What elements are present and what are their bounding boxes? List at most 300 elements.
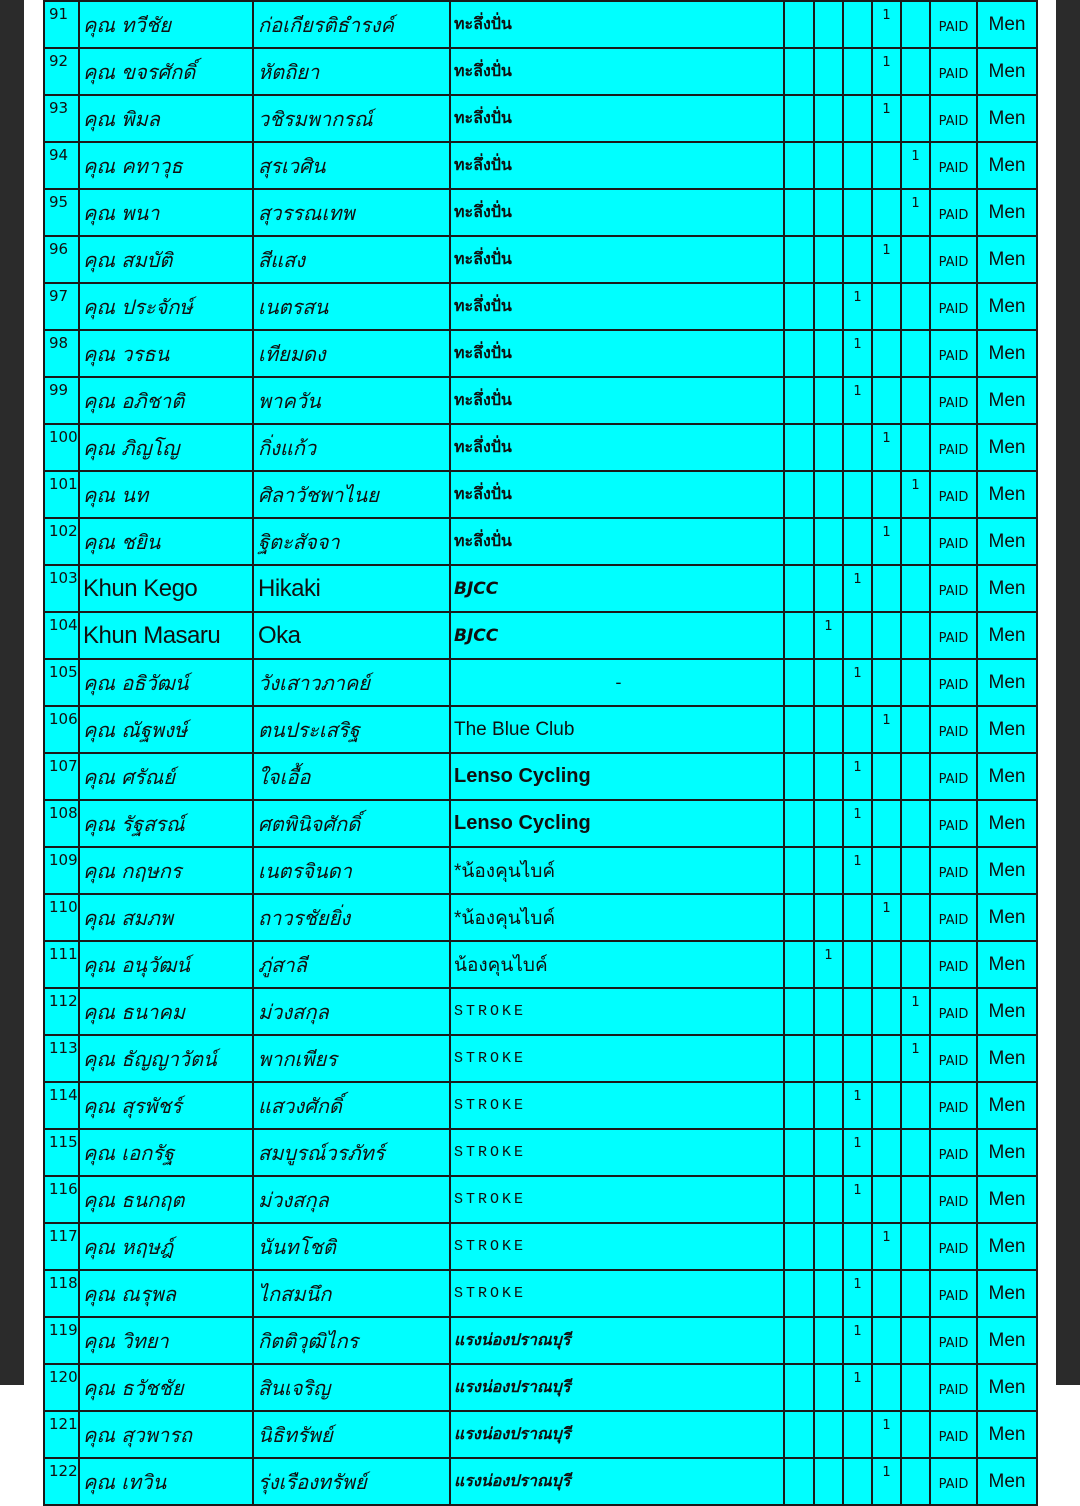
table-row bbox=[44, 1270, 1037, 1317]
category-cell-1 bbox=[814, 518, 843, 565]
first-name: คุณ วิทยา bbox=[79, 1317, 253, 1364]
table-row bbox=[44, 988, 1037, 1035]
payment-status: PAID bbox=[930, 236, 977, 283]
category-cell-0 bbox=[784, 753, 814, 800]
payment-status: PAID bbox=[930, 424, 977, 471]
gender-cell: Men bbox=[977, 659, 1037, 706]
last-name: พากเพียร bbox=[253, 1035, 450, 1082]
last-name: วชิรมพากรณ์ bbox=[253, 95, 450, 142]
table-row bbox=[44, 424, 1037, 471]
payment-status: PAID bbox=[930, 1317, 977, 1364]
last-name: นันทโชติ bbox=[253, 1223, 450, 1270]
category-cell-1 bbox=[814, 1129, 843, 1176]
row-number: 115 bbox=[44, 1129, 79, 1176]
row-number: 93 bbox=[44, 95, 79, 142]
payment-status: PAID bbox=[930, 1082, 977, 1129]
category-cell-4 bbox=[901, 95, 930, 142]
category-cell-0 bbox=[784, 800, 814, 847]
category-cell-2 bbox=[843, 95, 872, 142]
category-cell-3 bbox=[872, 283, 901, 330]
payment-status: PAID bbox=[930, 518, 977, 565]
payment-status: PAID bbox=[930, 847, 977, 894]
category-cell-1 bbox=[814, 800, 843, 847]
category-cell-1 bbox=[814, 1364, 843, 1411]
first-name: คุณ เอกรัฐ bbox=[79, 1129, 253, 1176]
row-number: 112 bbox=[44, 988, 79, 1035]
registration-table bbox=[43, 0, 1038, 1506]
first-name: คุณ กฤษกร bbox=[79, 847, 253, 894]
gender-cell: Men bbox=[977, 1270, 1037, 1317]
club-name: ทะลึ่งปั่น bbox=[450, 377, 784, 424]
category-cell-4 bbox=[901, 236, 930, 283]
category-cell-0 bbox=[784, 1364, 814, 1411]
category-cell-0 bbox=[784, 565, 814, 612]
category-cell-0 bbox=[784, 659, 814, 706]
row-number: 102 bbox=[44, 518, 79, 565]
payment-status: PAID bbox=[930, 706, 977, 753]
category-cell-4 bbox=[901, 1082, 930, 1129]
category-cell-4 bbox=[901, 1411, 930, 1458]
category-cell-1 bbox=[814, 330, 843, 377]
table-row bbox=[44, 1, 1037, 48]
category-cell-3 bbox=[872, 1082, 901, 1129]
category-cell-4 bbox=[901, 1317, 930, 1364]
category-cell-2: 1 bbox=[843, 847, 872, 894]
first-name: คุณ ธัญญาวัตน์ bbox=[79, 1035, 253, 1082]
gender-cell: Men bbox=[977, 377, 1037, 424]
row-number: 98 bbox=[44, 330, 79, 377]
last-name: นิธิทรัพย์ bbox=[253, 1411, 450, 1458]
row-number: 111 bbox=[44, 941, 79, 988]
payment-status: PAID bbox=[930, 48, 977, 95]
category-cell-2 bbox=[843, 894, 872, 941]
payment-status: PAID bbox=[930, 189, 977, 236]
category-cell-1 bbox=[814, 1, 843, 48]
category-cell-0 bbox=[784, 988, 814, 1035]
category-cell-0 bbox=[784, 283, 814, 330]
category-cell-0 bbox=[784, 1317, 814, 1364]
club-name: น้องคุนไบค์ bbox=[450, 941, 784, 988]
category-cell-3: 1 bbox=[872, 236, 901, 283]
category-cell-4 bbox=[901, 518, 930, 565]
row-number: 113 bbox=[44, 1035, 79, 1082]
payment-status: PAID bbox=[930, 941, 977, 988]
category-cell-0 bbox=[784, 1176, 814, 1223]
table-row bbox=[44, 800, 1037, 847]
category-cell-2 bbox=[843, 471, 872, 518]
category-cell-3 bbox=[872, 800, 901, 847]
last-name: เนตรสน bbox=[253, 283, 450, 330]
last-name: ม่วงสกุล bbox=[253, 1176, 450, 1223]
category-cell-1 bbox=[814, 1082, 843, 1129]
table-row bbox=[44, 142, 1037, 189]
last-name: ศิลาวัชพาไนย bbox=[253, 471, 450, 518]
category-cell-3 bbox=[872, 189, 901, 236]
category-cell-0 bbox=[784, 330, 814, 377]
table-row bbox=[44, 1176, 1037, 1223]
category-cell-4 bbox=[901, 283, 930, 330]
club-name: Lenso Cycling bbox=[450, 753, 784, 800]
club-name: ทะลึ่งปั่น bbox=[450, 330, 784, 377]
gender-cell: Men bbox=[977, 1176, 1037, 1223]
last-name: สุวรรณเทพ bbox=[253, 189, 450, 236]
last-name: สมบูรณ์วรภัทร์ bbox=[253, 1129, 450, 1176]
category-cell-3 bbox=[872, 1317, 901, 1364]
gender-cell: Men bbox=[977, 471, 1037, 518]
club-name: BJCC bbox=[450, 565, 784, 612]
category-cell-2 bbox=[843, 48, 872, 95]
category-cell-3: 1 bbox=[872, 1458, 901, 1505]
row-number: 100 bbox=[44, 424, 79, 471]
category-cell-3: 1 bbox=[872, 48, 901, 95]
last-name: วังเสาวภาคย์ bbox=[253, 659, 450, 706]
table-row bbox=[44, 189, 1037, 236]
category-cell-4: 1 bbox=[901, 1035, 930, 1082]
category-cell-0 bbox=[784, 1223, 814, 1270]
category-cell-0 bbox=[784, 612, 814, 659]
category-cell-2 bbox=[843, 706, 872, 753]
last-name: พาควัน bbox=[253, 377, 450, 424]
club-name: ทะลึ่งปั่น bbox=[450, 1, 784, 48]
club-name: STROKE bbox=[450, 1270, 784, 1317]
gender-cell: Men bbox=[977, 1082, 1037, 1129]
club-name: *น้องคุนไบค์ bbox=[450, 894, 784, 941]
club-name: ทะลึ่งปั่น bbox=[450, 48, 784, 95]
category-cell-2 bbox=[843, 189, 872, 236]
category-cell-2: 1 bbox=[843, 1129, 872, 1176]
right-gutter bbox=[1056, 0, 1080, 1385]
category-cell-1 bbox=[814, 424, 843, 471]
category-cell-0 bbox=[784, 1270, 814, 1317]
table-row bbox=[44, 1458, 1037, 1505]
category-cell-1 bbox=[814, 1035, 843, 1082]
first-name: คุณ นท bbox=[79, 471, 253, 518]
club-name: แรงน่องปราณบุรี bbox=[450, 1317, 784, 1364]
club-name: STROKE bbox=[450, 1176, 784, 1223]
first-name: คุณ ธนกฤต bbox=[79, 1176, 253, 1223]
gender-cell: Men bbox=[977, 565, 1037, 612]
category-cell-4 bbox=[901, 1223, 930, 1270]
last-name: ม่วงสกุล bbox=[253, 988, 450, 1035]
payment-status: PAID bbox=[930, 1223, 977, 1270]
row-number: 107 bbox=[44, 753, 79, 800]
category-cell-3 bbox=[872, 565, 901, 612]
table-row bbox=[44, 706, 1037, 753]
category-cell-3: 1 bbox=[872, 706, 901, 753]
row-number: 117 bbox=[44, 1223, 79, 1270]
club-name: STROKE bbox=[450, 1223, 784, 1270]
first-name: คุณ ชยิน bbox=[79, 518, 253, 565]
gender-cell: Men bbox=[977, 1458, 1037, 1505]
club-name: STROKE bbox=[450, 1082, 784, 1129]
last-name: สีแสง bbox=[253, 236, 450, 283]
club-name: แรงน่องปราณบุรี bbox=[450, 1458, 784, 1505]
category-cell-2: 1 bbox=[843, 330, 872, 377]
category-cell-2: 1 bbox=[843, 659, 872, 706]
category-cell-2 bbox=[843, 1458, 872, 1505]
last-name: ไกสมนึก bbox=[253, 1270, 450, 1317]
category-cell-2: 1 bbox=[843, 283, 872, 330]
row-number: 101 bbox=[44, 471, 79, 518]
category-cell-0 bbox=[784, 95, 814, 142]
category-cell-1 bbox=[814, 753, 843, 800]
first-name: คุณ ณรุพล bbox=[79, 1270, 253, 1317]
club-name: *น้องคุนไบค์ bbox=[450, 847, 784, 894]
table-row bbox=[44, 1082, 1037, 1129]
payment-status: PAID bbox=[930, 988, 977, 1035]
category-cell-1 bbox=[814, 894, 843, 941]
category-cell-3: 1 bbox=[872, 95, 901, 142]
category-cell-2 bbox=[843, 142, 872, 189]
last-name: กิ่งแก้ว bbox=[253, 424, 450, 471]
last-name: Oka bbox=[253, 612, 450, 659]
payment-status: PAID bbox=[930, 283, 977, 330]
category-cell-0 bbox=[784, 1129, 814, 1176]
category-cell-3 bbox=[872, 330, 901, 377]
category-cell-3 bbox=[872, 377, 901, 424]
category-cell-4 bbox=[901, 753, 930, 800]
first-name: คุณ ประจักษ์ bbox=[79, 283, 253, 330]
club-name: ทะลึ่งปั่น bbox=[450, 95, 784, 142]
category-cell-3 bbox=[872, 1364, 901, 1411]
row-number: 105 bbox=[44, 659, 79, 706]
row-number: 109 bbox=[44, 847, 79, 894]
first-name: คุณ สุวพารถ bbox=[79, 1411, 253, 1458]
last-name: ถาวรชัยยิ่ง bbox=[253, 894, 450, 941]
gender-cell: Men bbox=[977, 941, 1037, 988]
category-cell-3 bbox=[872, 941, 901, 988]
payment-status: PAID bbox=[930, 1411, 977, 1458]
table-row bbox=[44, 1035, 1037, 1082]
category-cell-3 bbox=[872, 1035, 901, 1082]
row-number: 110 bbox=[44, 894, 79, 941]
category-cell-3: 1 bbox=[872, 1, 901, 48]
club-name: STROKE bbox=[450, 1129, 784, 1176]
table-row bbox=[44, 283, 1037, 330]
gender-cell: Men bbox=[977, 1364, 1037, 1411]
row-number: 99 bbox=[44, 377, 79, 424]
last-name: ภู่สาลี bbox=[253, 941, 450, 988]
payment-status: PAID bbox=[930, 95, 977, 142]
last-name: เทียมดง bbox=[253, 330, 450, 377]
club-name: ทะลึ่งปั่น bbox=[450, 283, 784, 330]
category-cell-3 bbox=[872, 659, 901, 706]
category-cell-1 bbox=[814, 236, 843, 283]
row-number: 122 bbox=[44, 1458, 79, 1505]
category-cell-1 bbox=[814, 659, 843, 706]
payment-status: PAID bbox=[930, 1, 977, 48]
category-cell-0 bbox=[784, 236, 814, 283]
category-cell-1 bbox=[814, 142, 843, 189]
club-name: แรงน่องปราณบุรี bbox=[450, 1411, 784, 1458]
gender-cell: Men bbox=[977, 612, 1037, 659]
table-row bbox=[44, 1223, 1037, 1270]
category-cell-2 bbox=[843, 424, 872, 471]
payment-status: PAID bbox=[930, 612, 977, 659]
last-name: ก่อเกียรติธำรงค์ bbox=[253, 1, 450, 48]
category-cell-2: 1 bbox=[843, 1270, 872, 1317]
last-name: ศตพินิจศักดิ์ bbox=[253, 800, 450, 847]
category-cell-2 bbox=[843, 988, 872, 1035]
row-number: 97 bbox=[44, 283, 79, 330]
registration-sheet bbox=[43, 0, 1036, 1494]
last-name: หัตถิยา bbox=[253, 48, 450, 95]
gender-cell: Men bbox=[977, 847, 1037, 894]
first-name: คุณ อนุวัฒน์ bbox=[79, 941, 253, 988]
category-cell-0 bbox=[784, 1458, 814, 1505]
table-row bbox=[44, 941, 1037, 988]
last-name: ตนประเสริฐ bbox=[253, 706, 450, 753]
club-name: STROKE bbox=[450, 1035, 784, 1082]
category-cell-2: 1 bbox=[843, 753, 872, 800]
payment-status: PAID bbox=[930, 1364, 977, 1411]
table-row bbox=[44, 565, 1037, 612]
last-name: Hikaki bbox=[253, 565, 450, 612]
first-name: Khun Masaru bbox=[79, 612, 253, 659]
row-number: 103 bbox=[44, 565, 79, 612]
first-name: คุณ วรธน bbox=[79, 330, 253, 377]
category-cell-4 bbox=[901, 894, 930, 941]
category-cell-2 bbox=[843, 941, 872, 988]
category-cell-0 bbox=[784, 48, 814, 95]
left-gutter bbox=[0, 0, 24, 1385]
category-cell-0 bbox=[784, 189, 814, 236]
category-cell-1 bbox=[814, 1270, 843, 1317]
gender-cell: Men bbox=[977, 894, 1037, 941]
category-cell-1: 1 bbox=[814, 612, 843, 659]
club-name: STROKE bbox=[450, 988, 784, 1035]
category-cell-4 bbox=[901, 941, 930, 988]
category-cell-0 bbox=[784, 1035, 814, 1082]
last-name: แสวงศักดิ์ bbox=[253, 1082, 450, 1129]
last-name: สินเจริญ bbox=[253, 1364, 450, 1411]
table-row bbox=[44, 518, 1037, 565]
row-number: 95 bbox=[44, 189, 79, 236]
category-cell-0 bbox=[784, 142, 814, 189]
row-number: 106 bbox=[44, 706, 79, 753]
row-number: 104 bbox=[44, 612, 79, 659]
category-cell-3 bbox=[872, 471, 901, 518]
gender-cell: Men bbox=[977, 330, 1037, 377]
row-number: 114 bbox=[44, 1082, 79, 1129]
club-name: ทะลึ่งปั่น bbox=[450, 518, 784, 565]
category-cell-3 bbox=[872, 988, 901, 1035]
category-cell-3 bbox=[872, 612, 901, 659]
club-name: ทะลึ่งปั่น bbox=[450, 142, 784, 189]
category-cell-4: 1 bbox=[901, 189, 930, 236]
gender-cell: Men bbox=[977, 424, 1037, 471]
category-cell-1: 1 bbox=[814, 941, 843, 988]
category-cell-3 bbox=[872, 1270, 901, 1317]
category-cell-1 bbox=[814, 48, 843, 95]
category-cell-3: 1 bbox=[872, 894, 901, 941]
first-name: คุณ ณัฐพงษ์ bbox=[79, 706, 253, 753]
club-name: ทะลึ่งปั่น bbox=[450, 189, 784, 236]
gender-cell: Men bbox=[977, 189, 1037, 236]
category-cell-1 bbox=[814, 1176, 843, 1223]
category-cell-0 bbox=[784, 471, 814, 518]
category-cell-4 bbox=[901, 1270, 930, 1317]
category-cell-0 bbox=[784, 424, 814, 471]
table-row bbox=[44, 753, 1037, 800]
club-name: แรงน่องปราณบุรี bbox=[450, 1364, 784, 1411]
table-row bbox=[44, 894, 1037, 941]
category-cell-4 bbox=[901, 612, 930, 659]
category-cell-2 bbox=[843, 1035, 872, 1082]
table-body bbox=[44, 1, 1037, 1505]
gender-cell: Men bbox=[977, 753, 1037, 800]
table-row bbox=[44, 377, 1037, 424]
first-name: คุณ สุรพัชร์ bbox=[79, 1082, 253, 1129]
table-row bbox=[44, 1364, 1037, 1411]
category-cell-0 bbox=[784, 1411, 814, 1458]
payment-status: PAID bbox=[930, 894, 977, 941]
category-cell-3 bbox=[872, 1129, 901, 1176]
gender-cell: Men bbox=[977, 283, 1037, 330]
category-cell-2 bbox=[843, 1, 872, 48]
category-cell-4 bbox=[901, 1129, 930, 1176]
gender-cell: Men bbox=[977, 1411, 1037, 1458]
payment-status: PAID bbox=[930, 330, 977, 377]
first-name: Khun Kego bbox=[79, 565, 253, 612]
category-cell-3 bbox=[872, 753, 901, 800]
category-cell-2: 1 bbox=[843, 377, 872, 424]
category-cell-4 bbox=[901, 1176, 930, 1223]
first-name: คุณ รัฐสรณ์ bbox=[79, 800, 253, 847]
category-cell-4 bbox=[901, 377, 930, 424]
payment-status: PAID bbox=[930, 1458, 977, 1505]
club-name: - bbox=[450, 659, 784, 706]
category-cell-2: 1 bbox=[843, 1176, 872, 1223]
category-cell-4 bbox=[901, 48, 930, 95]
category-cell-1 bbox=[814, 565, 843, 612]
table-row bbox=[44, 48, 1037, 95]
first-name: คุณ อภิชาติ bbox=[79, 377, 253, 424]
last-name: เนตรจินดา bbox=[253, 847, 450, 894]
first-name: คุณ ศรัณย์ bbox=[79, 753, 253, 800]
club-name: ทะลึ่งปั่น bbox=[450, 424, 784, 471]
gender-cell: Men bbox=[977, 1, 1037, 48]
gender-cell: Men bbox=[977, 1129, 1037, 1176]
payment-status: PAID bbox=[930, 1176, 977, 1223]
table-row bbox=[44, 659, 1037, 706]
category-cell-4 bbox=[901, 1364, 930, 1411]
category-cell-2 bbox=[843, 1411, 872, 1458]
payment-status: PAID bbox=[930, 659, 977, 706]
category-cell-3: 1 bbox=[872, 1223, 901, 1270]
club-name: ทะลึ่งปั่น bbox=[450, 236, 784, 283]
gender-cell: Men bbox=[977, 518, 1037, 565]
category-cell-0 bbox=[784, 941, 814, 988]
table-row bbox=[44, 847, 1037, 894]
category-cell-4 bbox=[901, 847, 930, 894]
first-name: คุณ เทวิน bbox=[79, 1458, 253, 1505]
category-cell-1 bbox=[814, 283, 843, 330]
category-cell-3: 1 bbox=[872, 424, 901, 471]
category-cell-1 bbox=[814, 988, 843, 1035]
category-cell-2: 1 bbox=[843, 1317, 872, 1364]
table-row bbox=[44, 1317, 1037, 1364]
category-cell-0 bbox=[784, 706, 814, 753]
category-cell-2: 1 bbox=[843, 1364, 872, 1411]
category-cell-4: 1 bbox=[901, 142, 930, 189]
gender-cell: Men bbox=[977, 142, 1037, 189]
payment-status: PAID bbox=[930, 1270, 977, 1317]
category-cell-1 bbox=[814, 1317, 843, 1364]
category-cell-1 bbox=[814, 377, 843, 424]
gender-cell: Men bbox=[977, 988, 1037, 1035]
payment-status: PAID bbox=[930, 800, 977, 847]
